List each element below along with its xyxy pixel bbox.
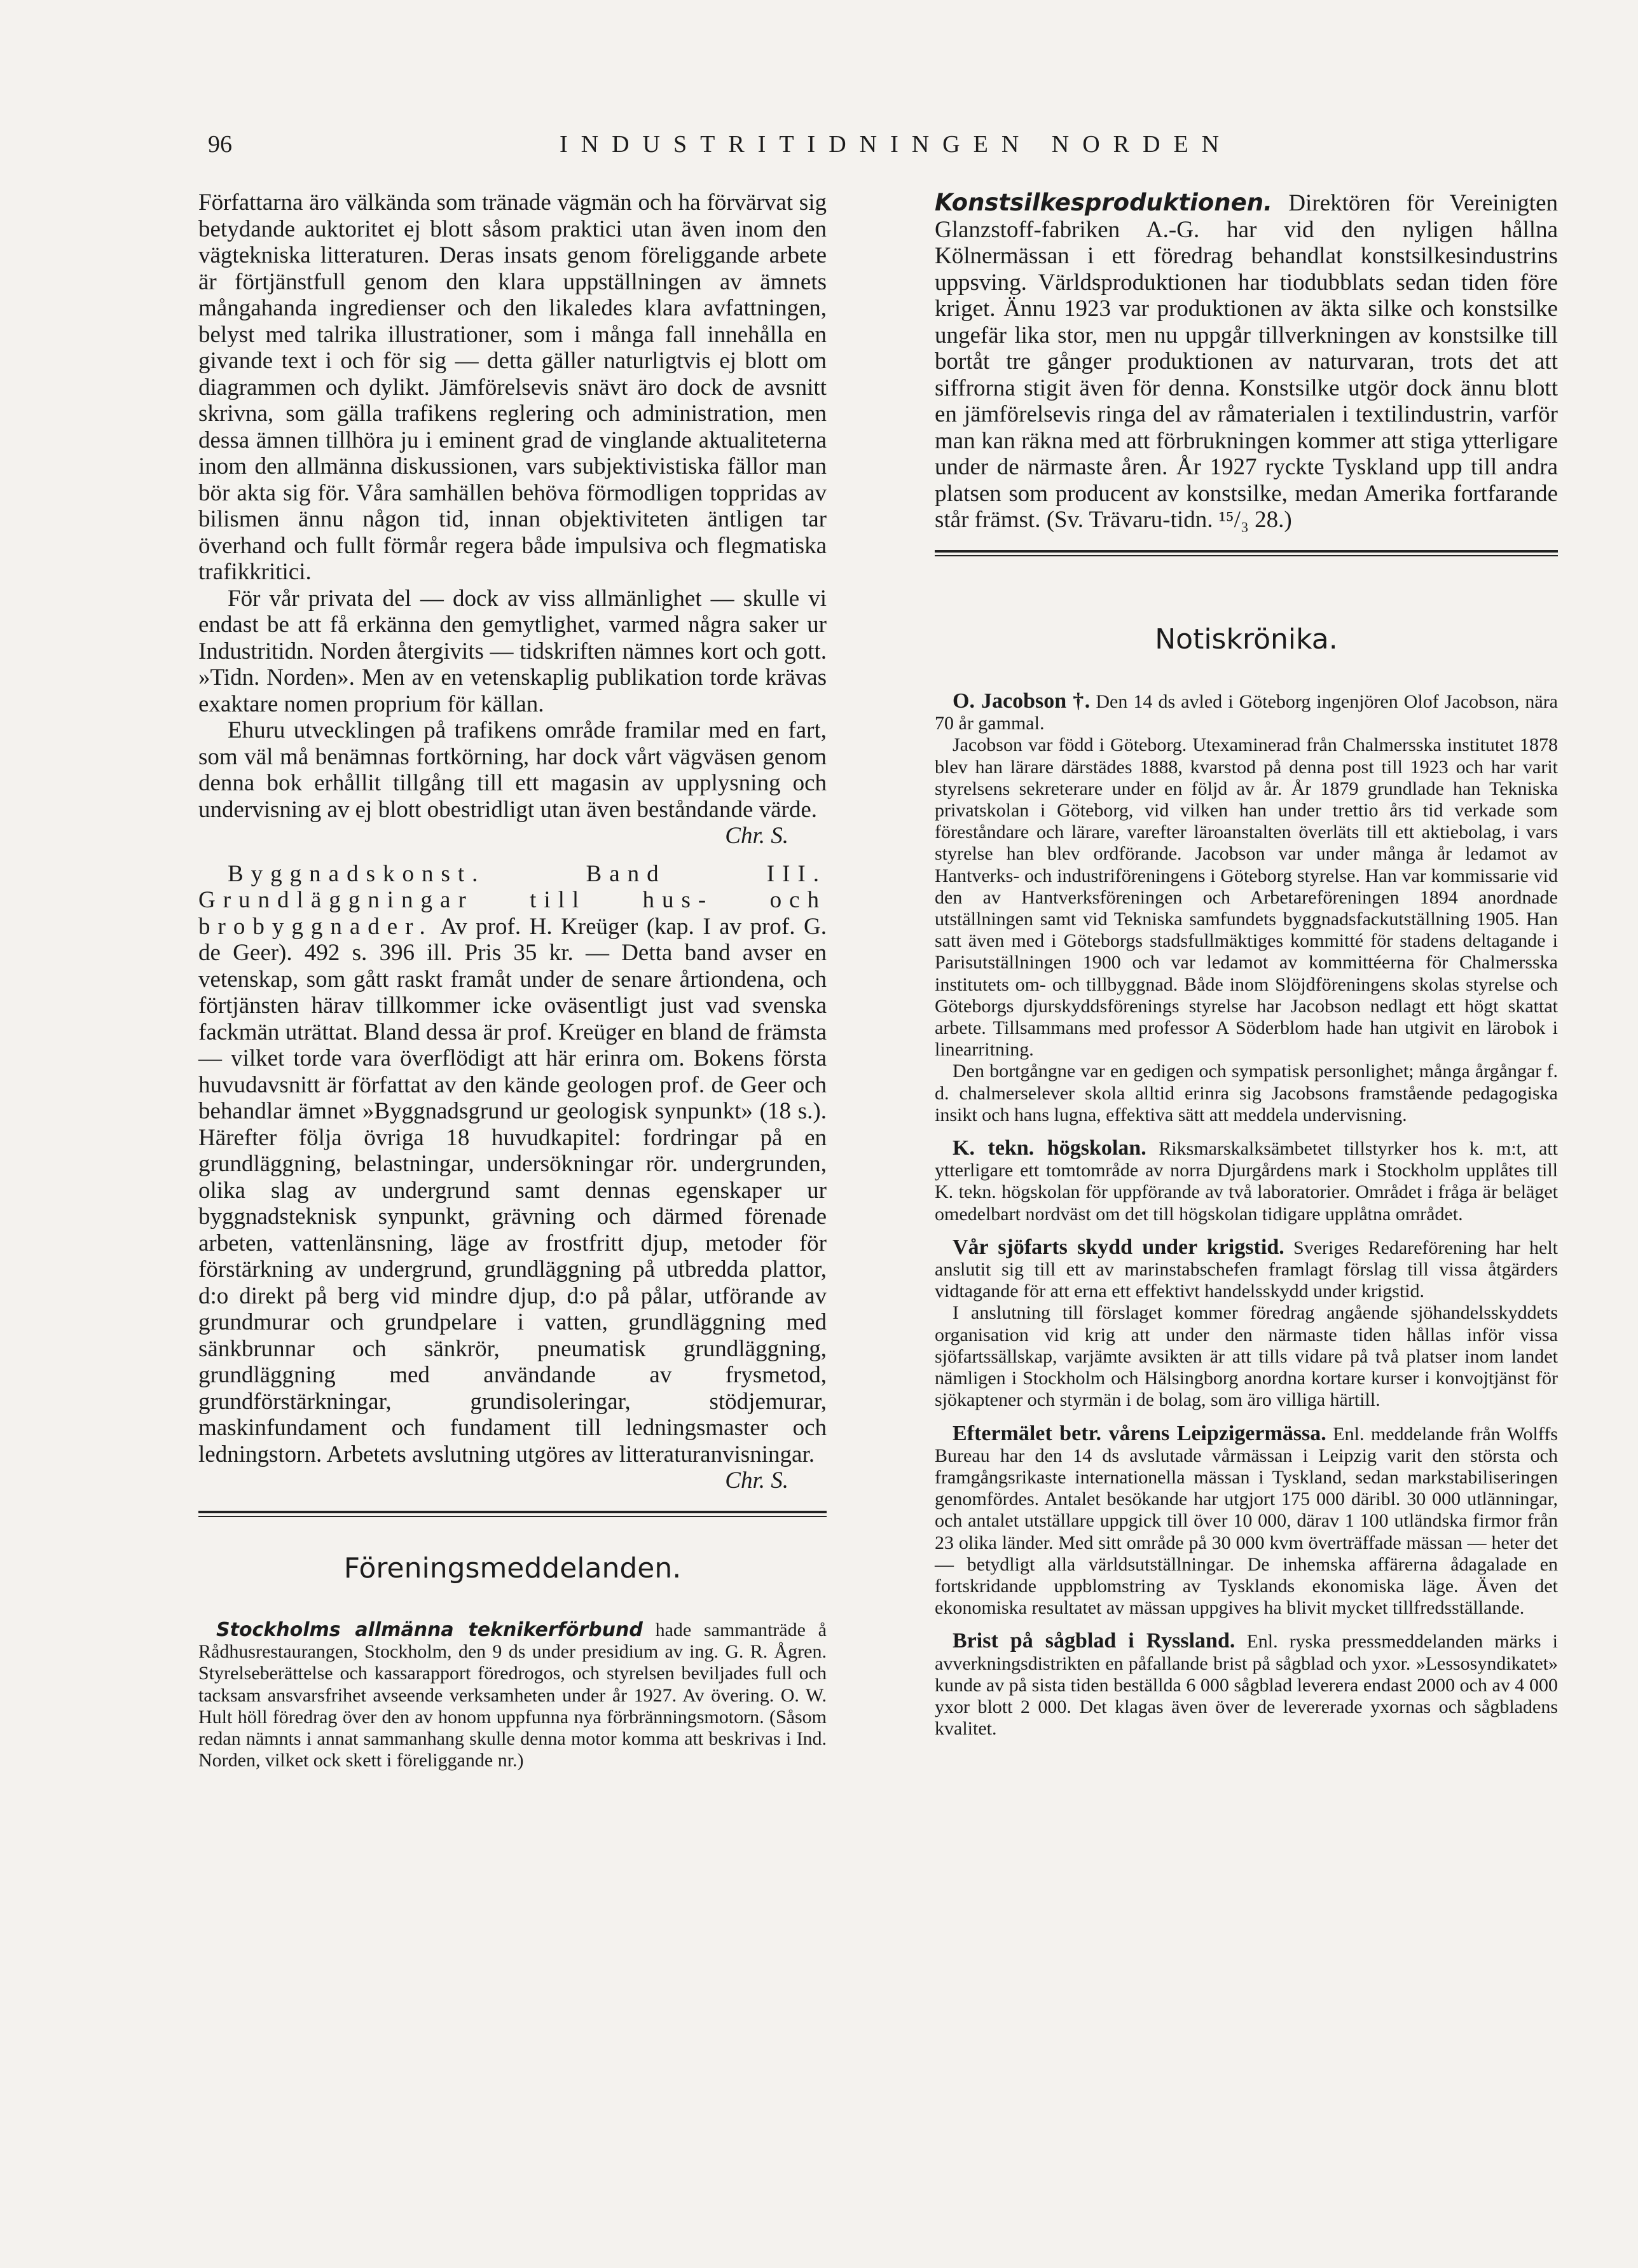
notis-item-sjofart — [935, 1237, 1558, 1412]
notis-paragraph — [935, 1423, 1558, 1619]
running-head: INDUSTRITIDNINGEN NORDEN — [560, 131, 1233, 158]
notis-paragraph: Jacobson var född i Göteborg. Utexaminerad från Chalmersska institutet 1878 blev han lärare därstädes 1888, kvarstod på denna post till 1923 och har varit styrelsens sekreterare under en följd av år. År 1879 grundlade han Tekniska privatskolan i Göteborg, vid vilken han under trettio års tid verkade som föreståndare och lärare, varefter läroanstalten överläts till ett aktiebolag, i vars styrelse han blev ordförande. Jacobson var under många år ledamot av Hantverks- och industriföreningens i Göteborg styrelse. Han var kommissarie vid den av Hantverksföreningen och Arbetareföreningen 1894 anordnade utställningen samt vid Tekniska samfundets byggnadsfackutställning 1905. Han satt även med i Göteborgs stadsfullmäktiges kommitté för stadens deltagande i Parisutställningen 1900 och var ledamot av kommittéerna för Chalmersska institutets om- och tillbyggnad. Både inom Slöjdföreningens skolas styrelse och Göteborgs djurskyddsförenings styrelse har Jacobson nedlagt ett högt skattat arbete. Tillsammans med professor A Söderblom hade han utgivit en lärobok i linearritning. — [935, 734, 1558, 1061]
notis-lead: Vår sjöfarts skydd under krigstid. — [953, 1235, 1284, 1259]
notis-paragraph — [935, 691, 1558, 734]
review1-paragraph-2: För vår privata del — dock av viss allmänlighet — skulle vi endast be att få erkänna den gemytlighet, varmed några saker ur Industritidn. Norden återgivits — tidskriften nämnes kort och gott. »Tidn. Norden». Men av en vetenskaplig publikation torde krävas exaktare nomen proprium för källan. — [198, 585, 827, 717]
notis-paragraph: I anslutning till förslaget kommer föredrag angående sjöhandelsskyddets organisation vid krig att under den närmaste tiden hållas inför vissa sjöfartssällskap, varjämte avsikten är att tills vidare på två platser inom landet nämligen i Stockholm och Hälsingborg anordna kortare kurser i konvojtjänst för sjökaptener och styrmän i de bolag, som äro villiga härtill. — [935, 1302, 1558, 1411]
notis-paragraph: Den bortgångne var en gedigen och sympatisk personlighet; många årgångar f. d. chalmerselever skola alltid erinra sig Jacobsons framstående pedagogiska insikt och hans lugna, effektiva sätt att meddela undervisning. — [935, 1061, 1558, 1125]
notis-lead: Brist på sågblad i Ryssland. — [953, 1629, 1235, 1653]
section-title-notiskronika: Notiskrönika. — [1155, 622, 1338, 656]
notis-lead: Eftermälet betr. vårens Leipzigermässa. — [953, 1421, 1326, 1445]
right-column — [935, 189, 1558, 1740]
signature-2: Chr. S. — [725, 1467, 788, 1494]
notis-text: Den 14 ds avled i Göteborg ingenjören Olof Jacobson, nära 70 år gammal. — [935, 691, 1558, 734]
review1-paragraph-1: Författarna äro välkända som tränade vägmän och ha förvärvat sig betydande auktoritet ej blott såsom praktici utan även inom den vägtekniska litteraturen. Deras insats genom föreliggande arbete är förtjänstfull genom den klara uppställningen av ämnets mångahanda ingredienser och den likaledes klara avfattningen, belyst med talrika illustrationer, som i många fall innehålla en givande text i och för sig — detta gäller naturligtvis ej blott om diagrammen och dylikt. Jämförelsevis snävt äro dock de avsnitt skrivna, som gälla trafikens reglering och administration, men dessa ämnen tillhöra ju i eminent grad de vinglande aktualiteterna inom den allmänna diskussionen, vars subjektivistiska fällor man bör akta sig för. Våra samhällen behöva förmodligen toppridas av bilismen ännu någon tid, innan objektiviteten äntligen tar överhand och fullt förmår regera både impulsiva och flegmatiska trafikkritici. — [198, 189, 827, 585]
page-number: 96 — [208, 131, 232, 158]
notis-lead: K. tekn. högskolan. — [953, 1136, 1146, 1160]
notis-lead: O. Jacobson †. — [953, 689, 1091, 713]
signature-1: Chr. S. — [725, 823, 788, 849]
konstsilke-paragraph — [935, 189, 1558, 533]
konstsilke-lead: Konstsilkesproduktionen. — [935, 189, 1273, 216]
review2-paragraph — [198, 861, 827, 1468]
konstsilke-body: Direktören för Vereinigten Glanzstoff-fabriken A.-G. har vid den nyligen hållna Kölnermässan i ett föredrag behandlat konstsilkesindustrins uppsving. Världsproduktionen har tiodubblats sedan tiden före kriget. Ännu 1923 var produktionen av äkta silke och konstsilke ungefär lika stor, men nu uppgår tillverkningen av konstsilke till bortåt tre gånger produktionen av naturvaran, trots det att siffrorna stigit även för denna. Konstsilke utgör dock ännu blott en jämförelsevis ringa del av råmaterialen i textilindustrin, varför man kan räkna med att förbrukningen kommer att stiga ytterligare under de närmaste åren. År 1927 ryckte Tyskland upp till andra platsen som producent av konstsilke, medan Amerika fortfarande står främst. (Sv. Trävaru-tidn. ¹⁵/₃ 28.) — [935, 190, 1559, 533]
review2-title: Byggnadskonst. Band III. Grundläggningar till hus- och brobyggnader. — [198, 860, 827, 940]
foreningsmeddelanden-block — [198, 1619, 827, 1771]
review2-body: Av prof. H. Kreüger (kap. I av prof. G. de Geer). 492 s. 396 ill. Pris 35 kr. — Detta band avser en vetenskap, som gått raskt framåt under de senare årtiondena, och förtjänsten härav tillkommer icke oväsentligt just vad svenska fackmän uträttat. Bland dessa är prof. Kreüger en bland de främsta — vilket torde vara överflödigt att här erinra om. Bokens första huvudavsnitt är författat av den kände geologen prof. de Geer och behandlar ämnet »Byggnadsgrund ur geologisk synpunkt» (18 s.). Härefter följa övriga 18 huvudkapitel: fordringar på en grundläggning, belastningar, undersökningar rör. undergrunden, olika slag av undergrund samt dennas egenskaper ur byggnadsteknisk synpunkt, grävning och därmed förenade arbeten, vattenlänsning, läge av frostfritt djup, metoder för förstärkning av undergrund, grundläggning på utbredda plattor, d:o direkt på berg vid mindre djup, d:o på pålar, utförande av grundmurar och grundpelare i vatten, grundläggning med sänkbrunnar och sänkrör, pneumatisk grundläggning, grundläggning med användande av frysmetod, grundförstärkningar, grundisoleringar, stödjemurar, maskinfundament och fundament till ledningsmaster och ledningstorn. Arbetets avslutning utgöres av litteraturanvisningar. — [198, 913, 827, 1467]
notis-item-hogskolan — [935, 1137, 1558, 1225]
notiskronika-block — [935, 691, 1558, 1740]
notis-text: Riksmarskalksämbetet tillstyrker hos k. m:t, att ytterligare ett tomtområde av norra Djurgårdens mark i Stockholm upplåtes till K. tekn. högskolan för uppförande av två laboratorier. Området i fråga är beläget omedelbart nordväst om det till högskolan tidigare upplåtna området. — [935, 1138, 1559, 1225]
notis-text: Sveriges Redareförening har helt anslutit sig till ett av marinstabschefen framlagt förslag till vissa åtgärders vidtagande för att erna ett effektivt handelsskydd under krigstid. — [935, 1237, 1559, 1302]
notis-item-sagblad — [935, 1630, 1558, 1740]
notis-paragraph — [935, 1137, 1558, 1225]
section-divider-right — [935, 550, 1558, 556]
notis-paragraph — [935, 1630, 1558, 1740]
section-divider-left — [198, 1511, 827, 1517]
notis-paragraph — [935, 1237, 1558, 1303]
review1-paragraph-3: Ehuru utvecklingen på trafikens område framilar med en fart, som väl må benämnas fortkörning, har dock vårt vägväsen genom denna bok erhållit tillgång till ett magasin av upplysning och undervisning av ej blott obestridligt utan även beståndande värde. — [198, 717, 827, 823]
fm-body: hade sammanträde å Rådhusrestaurangen, Stockholm, den 9 ds under presidium av ing. G. R. Ågren. Styrelseberättelse och kassarapport föredrogos, och styrelsen beviljades full och tacksam ansvarsfrihet avseende verksamheten under år 1927. Av övering. O. W. Hult höll föredrag över den av honom uppfunna nya förbränningsmotorn. (Såsom redan nämnts i annat sammanhang skulle denna motor komma att beskrivas i Ind. Norden, vilket ock skett i föreliggande nr.) — [198, 1619, 827, 1771]
section-title-foreningsmeddelanden: Föreningsmeddelanden. — [343, 1551, 682, 1584]
notis-item-leipzig — [935, 1423, 1558, 1619]
left-column — [198, 189, 827, 1771]
notis-text: Enl. ryska pressmeddelanden märks i avverkningsdistrikten en påfallande brist på sågblad och yxor. »Lessosyndikatet» kunde av på sista tiden beställda 6 000 sågblad leverera endast 2000 och av 4 000 yxor blott 2 000. Det klagas även över de levererade yxornas och sågbladens kvalitet. — [935, 1631, 1558, 1740]
notis-text: Enl. meddelande från Wolffs Bureau har den 14 ds avslutade vårmässan i Leipzig varit den största och framgångsrikaste internationella mässan i Tyskland, sedan markstabiliseringen genomfördes. Antalet besökande har utgjort 175 000 däribl. 30 000 utlänningar, och antalet utställare uppgick till över 10 000, därav 1 100 utländska firmor från 23 olika länder. Med sitt område på 30 000 kvm överträffade mässan — heter det — betydligt alla världsutställningar. De inhemska affärerna ådagalade en fortskridande uppblomstring av Tysklands ekonomiska läge. Även det ekonomiska resultatet av mässan uppgives ha blivit mycket tillfredsställande. — [935, 1423, 1558, 1619]
fm-lead: Stockholms allmänna teknikerförbund — [216, 1619, 643, 1641]
fm-paragraph — [198, 1619, 827, 1771]
notis-item-jacobson — [935, 691, 1558, 1126]
